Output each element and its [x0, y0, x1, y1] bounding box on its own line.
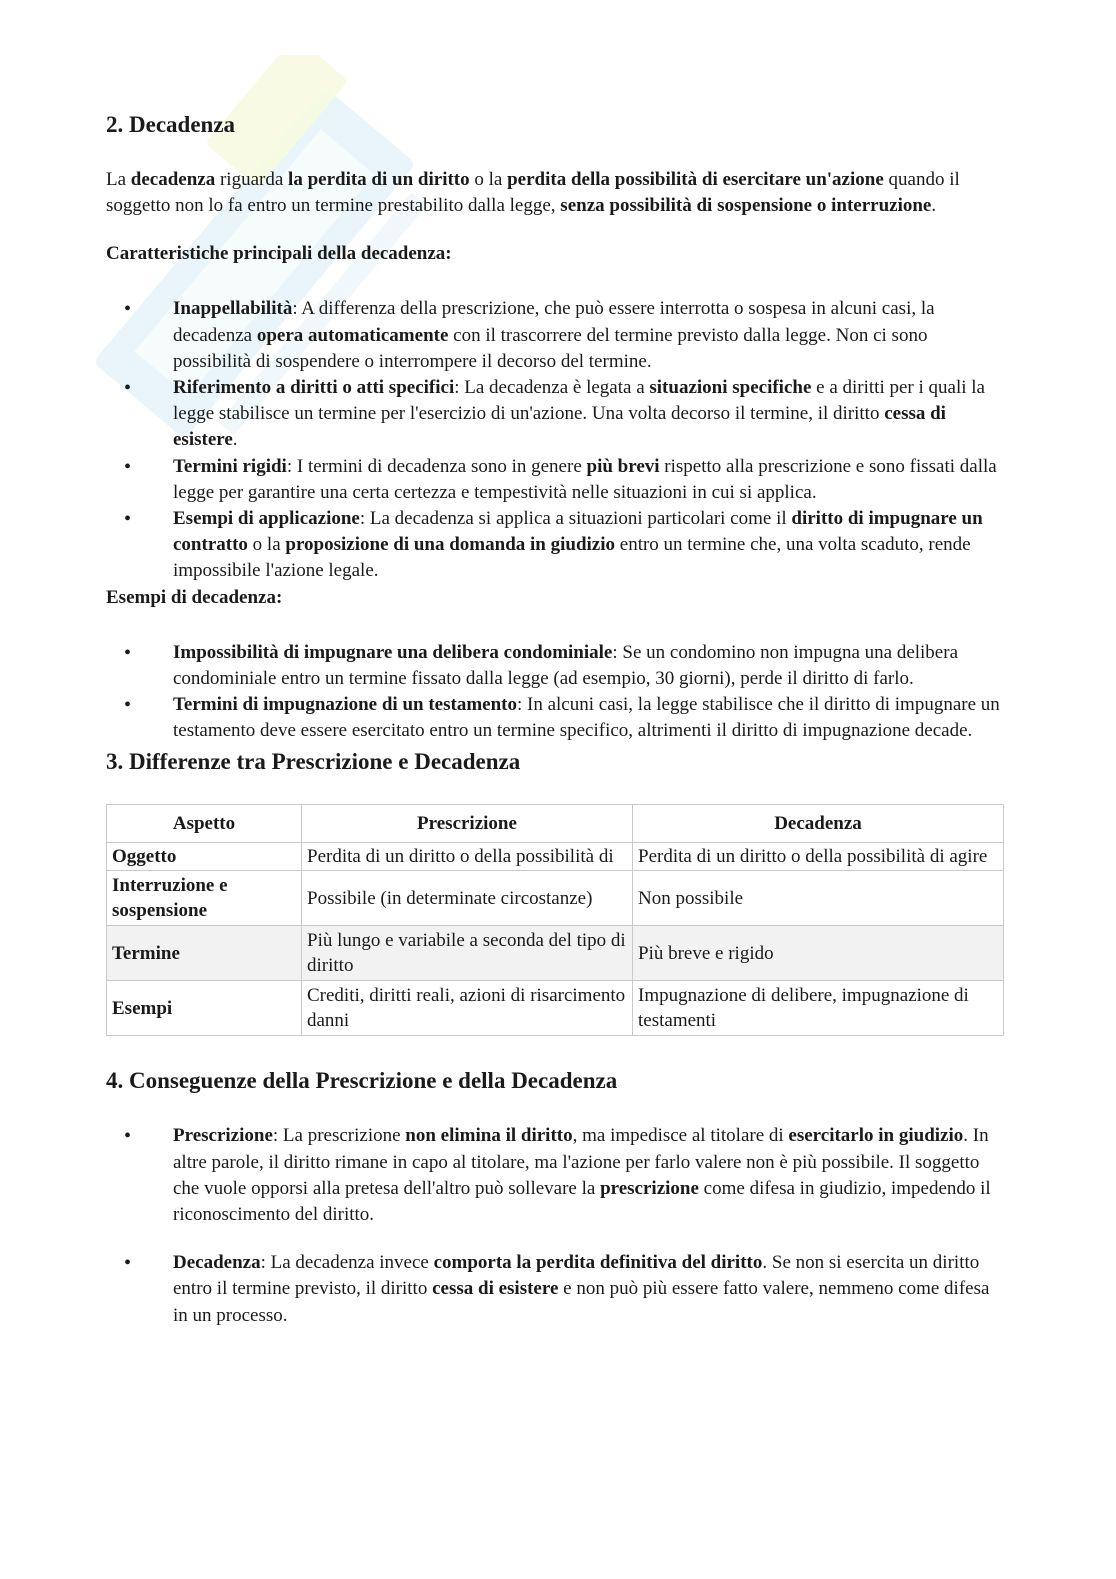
features-heading: Caratteristiche principali della decadenza:: [106, 243, 452, 265]
bold-text: cessa di esistere: [173, 403, 946, 451]
examples-heading: Esempi di decadenza:: [106, 586, 283, 608]
section-2-title: 2. Decadenza: [106, 112, 236, 137]
prescrizione-cell: Crediti, diritti reali, azioni di risarcimento danni: [302, 981, 633, 1036]
prescrizione-cell-text: Perdita di un diritto o della possibilità di: [307, 846, 614, 868]
text: o la: [469, 169, 508, 190]
bold-text: cessa di esistere: [432, 1278, 559, 1300]
decadenza-intro-paragraph: [106, 167, 1006, 219]
text: : La prescrizione: [272, 1125, 406, 1147]
text: e a diritti per i quali la legge stabilisce un termine per l'esercizio di un'azione. Una volta decorso il termine, il diritto: [173, 377, 985, 425]
decadenza-cell-text: Perdita di un diritto o della possibilità di agire: [638, 846, 988, 868]
prescrizione-cell: [302, 843, 633, 871]
bold-text: perdita della possibilità di esercitare un'azione: [507, 169, 884, 190]
bold-text: esercitarlo in giudizio: [788, 1125, 964, 1147]
decadenza-cell: Più breve e rigido: [633, 926, 1004, 981]
section-3-title: 3. Differenze tra Prescrizione e Decadenza: [106, 749, 521, 775]
decadenza-cell: Non possibile: [633, 871, 1004, 926]
column-header-decadenza: Decadenza: [633, 805, 1004, 843]
text: : La decadenza è legata a: [454, 377, 650, 399]
text: rispetto alla prescrizione e sono fissati dalla legge per garantire una certa certezza e tempestività nelle situazioni in cui si applica.: [173, 455, 997, 503]
text: La: [106, 169, 131, 190]
bold-text: non elimina il diritto: [405, 1125, 573, 1147]
bold-text: situazioni specifiche: [649, 377, 812, 399]
table-row: [107, 871, 1004, 926]
decadenza-cell: Impugnazione di delibere, impugnazione di testamenti: [633, 981, 1004, 1036]
bold-text: Termini rigidi: [173, 455, 287, 477]
prescrizione-cell: Possibile (in determinate circostanze): [302, 871, 633, 926]
bold-text: Decadenza: [173, 1252, 261, 1274]
text: o la: [247, 534, 286, 556]
prescrizione-cell: Più lungo e variabile a seconda del tipo di diritto: [302, 926, 633, 981]
text: : La decadenza invece: [260, 1252, 434, 1274]
feature-list-item: [106, 506, 1006, 585]
table-row: [107, 843, 1004, 871]
table-row: [107, 926, 1004, 981]
column-header-aspetto: Aspetto: [107, 805, 302, 843]
bold-text: diritto di impugnare un contratto: [173, 508, 983, 556]
bold-text: opera automaticamente: [256, 324, 449, 346]
comparison-table: [106, 804, 1004, 1036]
examples-list: [106, 640, 1006, 745]
consequence-list-item: [106, 1123, 1006, 1228]
bold-text: comporta la perdita definitiva del diritto: [433, 1252, 763, 1274]
bold-text: Riferimento a diritti o atti specifici: [173, 377, 455, 399]
text: .: [232, 429, 238, 451]
feature-list-item: [106, 296, 1006, 375]
bold-text: Inappellabilità: [173, 298, 293, 320]
table-row: [107, 981, 1004, 1036]
bold-text: proposizione di una domanda in giudizio: [285, 534, 616, 556]
feature-list-item: [106, 375, 1006, 454]
section-4-title: 4. Conseguenze della Prescrizione e della Decadenza: [106, 1068, 618, 1094]
row-label: Termine: [107, 926, 302, 981]
bold-text: prescrizione: [600, 1177, 699, 1199]
text: .: [931, 195, 937, 217]
bold-text: decadenza: [130, 169, 216, 190]
document-body: [106, 110, 1006, 1329]
text: e non può più essere fatto valere, nemmeno come difesa in un processo.: [173, 1278, 990, 1326]
bold-text: la perdita di un diritto: [288, 169, 470, 190]
text: : A differenza della prescrizione, che può essere interrotta o sospesa in alcuni casi, la decadenza: [173, 298, 935, 346]
row-label: Interruzione e sospensione: [107, 871, 302, 926]
table-header-row: [107, 805, 1004, 843]
example-list-item: [106, 640, 1006, 692]
text: : In alcuni casi, la legge stabilisce che il diritto di impugnare un testamento deve essere esercitato entro un termine specifico, altrimenti il diritto di impugnazione decade.: [173, 694, 1000, 742]
bold-text: Esempi di applicazione: [173, 508, 360, 530]
text: con il trascorrere del termine previsto dalla legge. Non ci sono possibilità di sospendere o interrompere il decorso del termine.: [173, 324, 928, 372]
example-list-item: [106, 692, 1006, 744]
text: . Se non si esercita un diritto entro il termine previsto, il diritto: [173, 1252, 980, 1300]
text: : Se un condomino non impugna una delibera condominiale entro un termine fissato dalla legge (ad esempio, 30 giorni), perde il diritto di farlo.: [173, 641, 959, 689]
text: come difesa in giudizio, impedendo il riconoscimento del diritto.: [173, 1177, 991, 1226]
text: : La decadenza si applica a situazioni particolari come il: [359, 508, 792, 530]
feature-list-item: [106, 454, 1006, 506]
text: . In altre parole, il diritto rimane in capo al titolare, ma l'azione per farlo valere non è più possibile. Il soggetto che vuole opporsi alla pretesa dell'altro può sollevare la: [173, 1125, 989, 1199]
consequence-list-item: [106, 1250, 1006, 1329]
decadenza-cell: [633, 843, 1004, 871]
bold-text: più brevi: [586, 455, 660, 477]
consequences-list: [106, 1123, 1006, 1328]
text: quando il soggetto non lo fa entro un termine prestabilito dalla legge,: [106, 169, 960, 217]
column-header-prescrizione: Prescrizione: [302, 805, 633, 843]
text: : I termini di decadenza sono in genere: [286, 455, 587, 477]
bold-text: senza possibilità di sospensione o interruzione: [560, 195, 932, 217]
features-list: [106, 296, 1006, 584]
row-label: Esempi: [107, 981, 302, 1036]
bold-text: Impossibilità di impugnare una delibera condominiale: [173, 641, 613, 663]
bold-text: Prescrizione: [173, 1125, 273, 1147]
text: entro un termine che, una volta scaduto, rende impossibile l'azione legale.: [173, 534, 971, 582]
row-label: Oggetto: [107, 843, 302, 871]
bold-text: Termini di impugnazione di un testamento: [173, 694, 517, 716]
text: , ma impedisce al titolare di: [572, 1125, 789, 1147]
text: riguarda: [215, 169, 289, 190]
